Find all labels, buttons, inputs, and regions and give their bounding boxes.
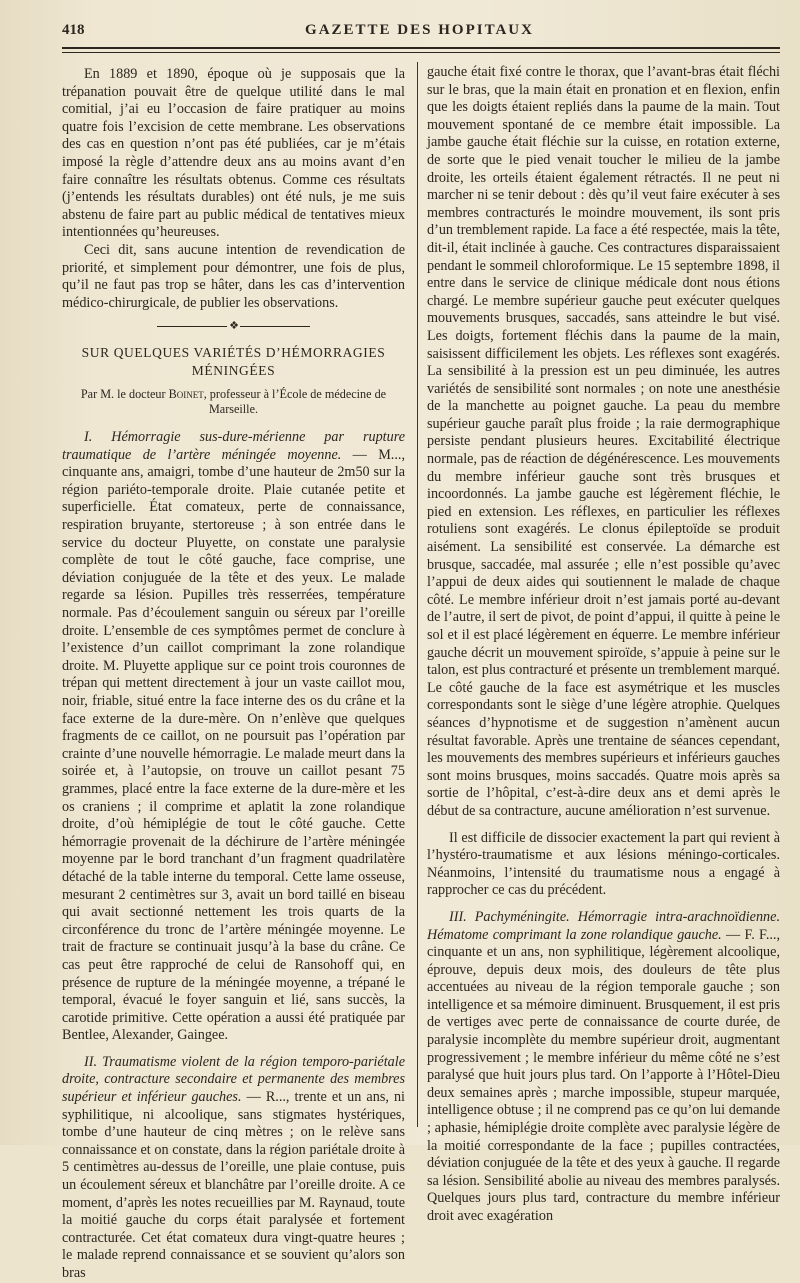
byline-author: Boinet: [168, 387, 204, 402]
case-1-paragraph: [62, 429, 405, 1045]
case-2-continuation: gauche était fixé contre le thorax, que l’avant-bras était fléchi sur le bras, que la main était en pronation et en flexion, enfin que les doigts étaient repliés dans la paume de la main. Tout mouvement spontané de ce membre était impossible. La jambe gauche était fléchie sur la cuisse, en rotation externe, de sorte que le pied venait toucher le milieu de la jambe droite, les orteils étaient également rétractés. Il ne peut ni marcher ni se tenir debout : dès qu’il veut faire exécuter à ses membres contracturés le moindre mouvement, ils sont pris d’un tremblement rapide. La face a été respectée, mais la tête, dit-il, était inclinée à gauche. Ces contractures disparaissaient pendant le sommeil chloroformique. Le 15 septembre 1898, il entre dans le service de clinique médicale dont nous étions chargé. Le membre supérieur gauche peut exécuter quelques mouvements brusques, saccadés, sans atteindre le but visé. Les doigts, fortement fléchis dans la paume de la main, saisissent difficilement les objets. Les réflexes sont exagérés. La sensibilité à la pression est un peu diminuée, les autres variétés de sensibilité sont normales ; on note une anesthésie de la manchette au poignet gauche. La peau du membre supérieur gauche paraît plus froide ; la raie dermographique persiste pendant plusieurs heures. Excitabilité électrique normale, pas de réaction de dégénérescence. Les mouvements du membre inférieur gauche sont très brusques et incoordonnés. La jambe gauche est légèrement fléchie, le pied en extension. Les réflexes, en particulier les réflexes rotuliens sont exagérés. Le clonus épileptoïde se produit aisément. La sensibilité est conservée. La démarche est brusque, saccadée, mal assurée ; elle n’est possible qu’avec l’appui de deux aides qui soutiennent le malade de chaque côté. Le membre inférieur droit n’est jamais porté au-devant de l’autre, il sert de pivot, de point d’appui, il quitte à peine le sol et il est placé légèrement en équerre. Le membre inférieur gauche décrit un mouvement spiroïde, s’appuie à peine sur le talon, est plus contracturé et présente un tremblement marqué. Le côté gauche de la face est asymétrique et les muscles correspondants sont le siège d’une légère atrophie. Quelques séances d’hypnotisme et de suggestion n’amènent aucun résultat favorable. Après une trentaine de séances cependant, les mouvements des membres supérieurs et inférieurs gauches sont moins brusques, moins saccadés. Quatre mois après sa sortie de l’hôpital, c’est-à-dire deux ans et demi après le début de sa contracture, aucune amélioration n’est survenue.: [427, 64, 780, 819]
case-2-paragraph: [62, 1054, 405, 1283]
article-byline: [62, 387, 405, 417]
case-1-text: — M..., cinquante ans, amaigri, tombe d’une hauteur de 2m50 sur la région pariéto-temporale droite. Plaie cutanée petite et superficielle. État comateux, perte de connaissance, respiration bruyante, stertoreuse ; à son entrée dans le service du docteur Pluyette, on constate une paralysie complète de tout le côté gauche, face comprise, une déviation conjuguée de la tête et des yeux. Le malade regarde sa lésion. Pupilles très resserrées, température normale. Pas d’écoulement sanguin ou séreux par l’oreille droite. L’ensemble de ces symptômes permet de conclure à l’existence d’un caillot comprimant la zone rolandique droite. M. Pluyette applique sur ce point trois couronnes de trépan qui mettent directement à jour un vaste caillot mou, noir, friable, situé entre la face interne des os du crâne et la face externe de la dure-mère. On n’enlève que quelques fragments de ce caillot, on ne poursuit pas l’opération par crainte d’une nouvelle hémorragie. Le malade meurt dans la soirée et, à l’autopsie, on trouve un caillot pesant 75 grammes, placé entre la face externe de la dure-mère et les os craniens ; il comprime et aplatit la zone rolandique droite, d’où hémiplégie de tout le côté gauche. Cette hémorragie provenait de la déchirure de l’artère méningée moyenne par le bord tranchant d’un fragment quadrilatère détaché de la table interne du temporal. Cette lame osseuse, mesurant 2 centimètres sur 3, avait un bord taillé en biseau qui avait sectionné nettement les trois quarts de la circonférence du tronc de l’artère méningée moyenne. Le trait de fracture se continuait jusqu’à la base du crâne. Ce cas peut être rapproché de celui de Ransohoff qui, en présence de rupture de la méningée moyenne, a trépané le temporal, évacué le foyer sanguin et lié, sans succès, la carotide primitive. Cette opération a aussi été pratiquée par Bentlee, Alexander, Gaingee.: [62, 446, 405, 1044]
page-number: 418: [62, 22, 85, 38]
intro-paragraph-1: En 1889 et 1890, époque où je supposais que la trépanation pouvait être de quelque utilité dans le mal comitial, j’ai eu l’occasion de faire pratiquer au moins quatre fois l’excision de cette membrane. Les observations des cas en question n’ont pas été publiées, car je m’étais imposé la règle d’attendre deux ans au moins avant d’en faire connaître les résultats obtenus. Comme ces résultats (j’entends les résultats durables) ont été nuls, je me suis abstenu de faire part au public médical de tentatives mieux intentionnées qu’heureuses.: [62, 66, 405, 241]
case-2-heading: II. Traumatisme violent de la région temporo-pariétale droite, contracture secondaire et permanente des membres supérieur et inférieur gauches.: [62, 1053, 405, 1106]
byline-prefix: Par M. le docteur: [80, 387, 166, 402]
discussion-paragraph: Il est difficile de dissocier exactement la part qui revient à l’hystéro-traumatisme et aux lésions méningo-corticales. Néanmoins, l’intensité du traumatisme nous a engagé à rapprocher ce cas du précédent.: [427, 829, 780, 899]
case-2-text: — R..., trente et un ans, ni syphilitique, ni alcoolique, sans stigmates hystériques, tombe d’une hauteur de cinq mètres ; on le relève sans connaissance et on constate, dans la région pariétale droite à 5 centimètres au-dessus de l’oreille, une plaie contuse, puis un écoulement séreux et blanchâtre par l’oreille droite. A ce moment, d’après les notes recueillies par M. Raynaud, toute la moitié gauche du corps était paralysée et fortement contracturée. Cet état comateux dura vingt-quatre heures ; le malade reprend connaissance et se souvient qu’alors son bras: [62, 1089, 405, 1281]
article-title: SUR QUELQUES VARIÉTÉS D’HÉMORRAGIES MÉNINGÉES: [81, 344, 386, 378]
header-rule-thick: [62, 47, 780, 49]
left-column: [62, 66, 405, 1283]
case-3-paragraph: [427, 909, 780, 1226]
right-column: [427, 64, 780, 1226]
page-header: [62, 22, 777, 44]
journal-title: GAZETTE DES HOPITAUX: [305, 22, 534, 38]
case-3-text: — F. F..., cinquante et un ans, non syphilitique, légèrement alcoolique, éprouve, depuis deux mois, des douleurs de tête plus accentuées au niveau de la région temporale gauche ; son intelligence et sa mémoire diminuent. Brusquement, il est pris de vertiges avec perte de connaissance de courte durée, de paralysie incomplète du membre supérieur droit, augmentant progressivement ; le membre inférieur du même côté ne s’est paralysé que huit jours plus tard. On l’apporte à l’Hôtel-Dieu deux semaines après ; marche impossible, stupeur marquée, intelligence obtuse ; il ne comprend pas ce qu’on lui demande ; aphasie, hémiplégie droite complète avec paralysie légère de la moitié correspondante de la face ; pupilles contractées, déviation conjuguée de la tête et des yeux à gauche. Il regarde sa lésion. Sensibilité abolie au niveau des membres paralysés. Quelques jours plus tard, contracture du membre inférieur droit avec exagération: [427, 926, 781, 1224]
column-divider: [417, 62, 418, 1127]
header-rule-thin: [62, 52, 780, 53]
intro-paragraph-2: Ceci dit, sans aucune intention de revendication de priorité, et simplement pour démontrer, une fois de plus, qu’il ne faut pas trop se hâter, dans les cas d’intervention médico-chirurgicale, de publier les observations.: [62, 241, 405, 311]
section-ornament: ❖: [62, 318, 405, 336]
byline-suffix: , professeur à l’École de médecine de Marseille.: [203, 387, 387, 417]
case-1-heading: I. Hémorragie sus-dure-mérienne par rupture traumatique de l’artère méningée moyenne.: [62, 429, 405, 463]
case-3-heading: III. Pachyméningite. Hémorragie intra-arachnoïdienne. Hématome comprimant la zone rolandique gauche.: [427, 908, 780, 943]
